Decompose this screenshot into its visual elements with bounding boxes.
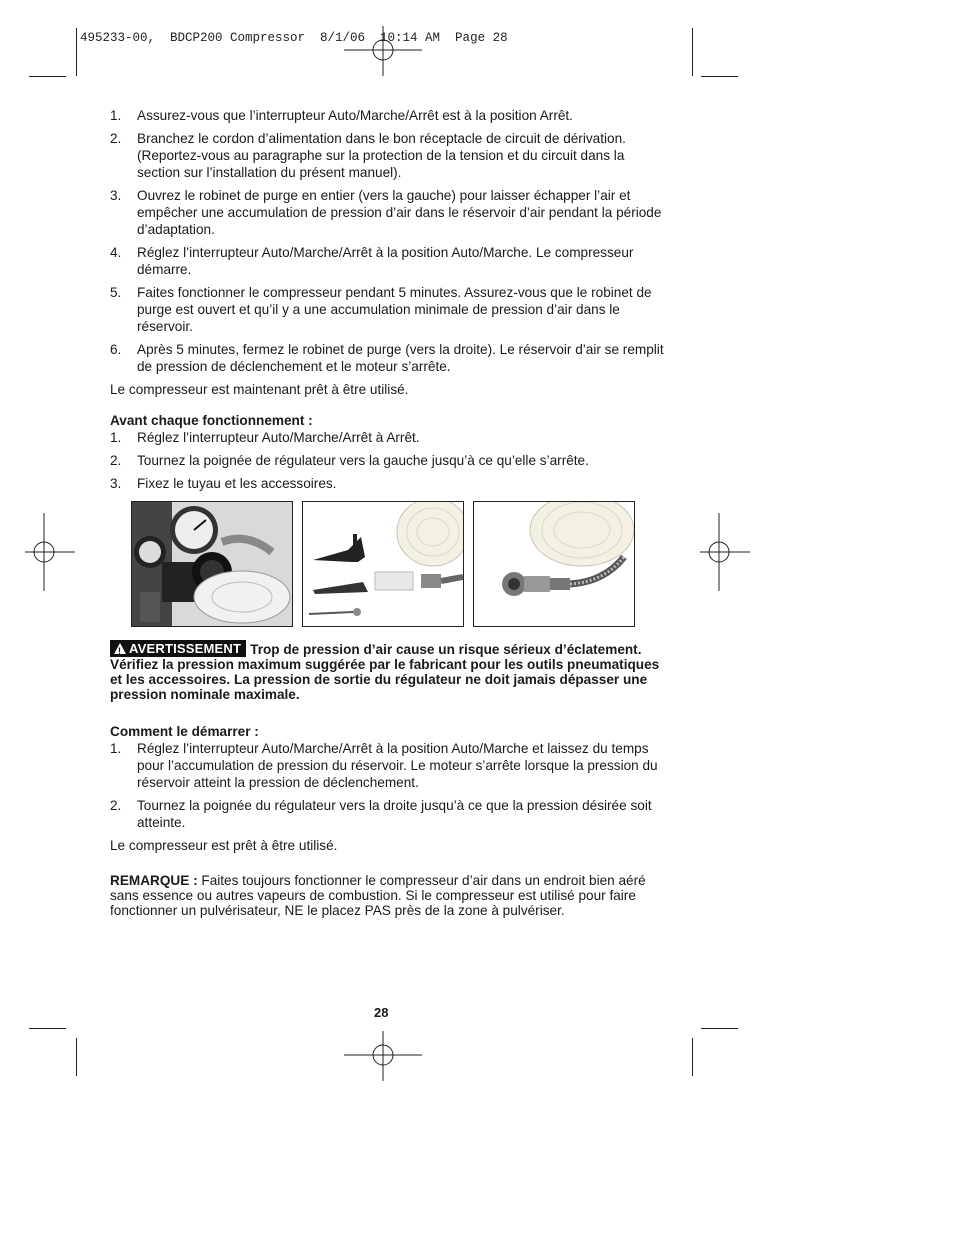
photo-hose-chuck [473,501,635,627]
registration-mark-icon [344,1031,422,1081]
accessory-photos [131,501,665,628]
break-in-steps [110,107,665,375]
warning-triangle-icon [114,643,126,654]
list-item: 2. Branchez le cordon d’alimentation dans le bon réceptacle de circuit de dérivation. (Reportez-vous au paragraphe sur la protection de la tension et du circuit dans la section sur l’installation du présent manuel). [110,131,626,180]
section-heading-before-use: Avant chaque fonctionnement : [110,413,313,428]
registration-mark-icon [25,513,75,591]
list-item: 6. Après 5 minutes, fermez le robinet de purge (vers la droite). Le réservoir d’air se remplit de pression de déclenchement et le moteur s’arrête. [110,342,664,374]
list-item: 5. Faites fonctionner le compresseur pendant 5 minutes. Assurez-vous que le robinet de purge est ouvert et qu’il y a une accumulation minimale de pression d’air dans le réservoir. [110,285,652,334]
crop-mark [692,1038,693,1076]
list-item: 1. Assurez-vous que l’interrupteur Auto/Marche/Arrêt est à la position Arrêt. [110,108,573,123]
registration-mark-icon [700,513,750,591]
note-text: Faites toujours fonctionner le compresseur d’air dans un endroit bien aéré sans essence ou autres vapeurs de combustion. Si le compresseur est utilisé pour faire fonctionner un pulvérisateur, NE le placez PAS près de la zone à pulvériser. [110,873,646,918]
page-number: 28 [374,1005,389,1020]
ready-statement: Le compresseur est maintenant prêt à être utilisé. [110,382,409,397]
crop-mark [692,28,693,76]
crop-mark [29,76,66,77]
print-slug: 495233-00, BDCP200 Compressor 8/1/06 10:14 AM Page 28 [80,31,508,45]
section-heading-how-to-start: Comment le démarrer : [110,724,259,739]
list-item: 2. Tournez la poignée du régulateur vers la droite jusqu’à ce que la pression désirée soit atteinte. [110,798,652,830]
warning-badge: !AVERTISSEMENT [110,640,246,657]
list-item: 1. Réglez l’interrupteur Auto/Marche/Arrêt à Arrêt. [110,430,420,445]
note-label: REMARQUE : [110,873,198,888]
crop-mark [29,1028,66,1029]
crop-mark [701,1028,738,1029]
crop-mark [701,76,738,77]
list-item: 2. Tournez la poignée de régulateur vers la gauche jusqu’à ce qu’elle s’arrête. [110,453,589,468]
note-block [110,873,665,918]
warning-text: Trop de pression d’air cause un risque sérieux d’éclatement. Vérifiez la pression maximum suggérée par le fabricant pour les outils pneumatiques et les accessoires. La pression de sortie du régulateur ne doit jamais dépasser une pression nominale maximale. [110,642,660,702]
crop-mark [76,1038,77,1076]
registration-mark-icon [344,26,422,76]
start-steps [110,740,665,831]
ready-statement: Le compresseur est prêt à être utilisé. [110,838,338,853]
photo-inflator-accessories [302,501,464,627]
list-item: 4. Réglez l’interrupteur Auto/Marche/Arrêt à la position Auto/Marche. Le compresseur démarre. [110,245,634,277]
crop-mark [76,28,77,76]
list-item: 3. Ouvrez le robinet de purge en entier (vers la gauche) pour laisser échapper l’air et empêcher une accumulation de pression d’air dans le réservoir d’air pendant la période d’adaptation. [110,188,662,237]
list-item: 3. Fixez le tuyau et les accessoires. [110,476,337,491]
list-item: 1. Réglez l’interrupteur Auto/Marche/Arrêt à la position Auto/Marche et laissez du temps pour l’accumulation de pression du réservoir. Le moteur s’arrête lorsque la pression du réservoir atteint la pression de déclenchement. [110,741,658,790]
before-use-steps [110,429,665,492]
warning-block [110,640,665,702]
manual-page-body [110,107,665,918]
photo-regulator-gauges [131,501,293,627]
